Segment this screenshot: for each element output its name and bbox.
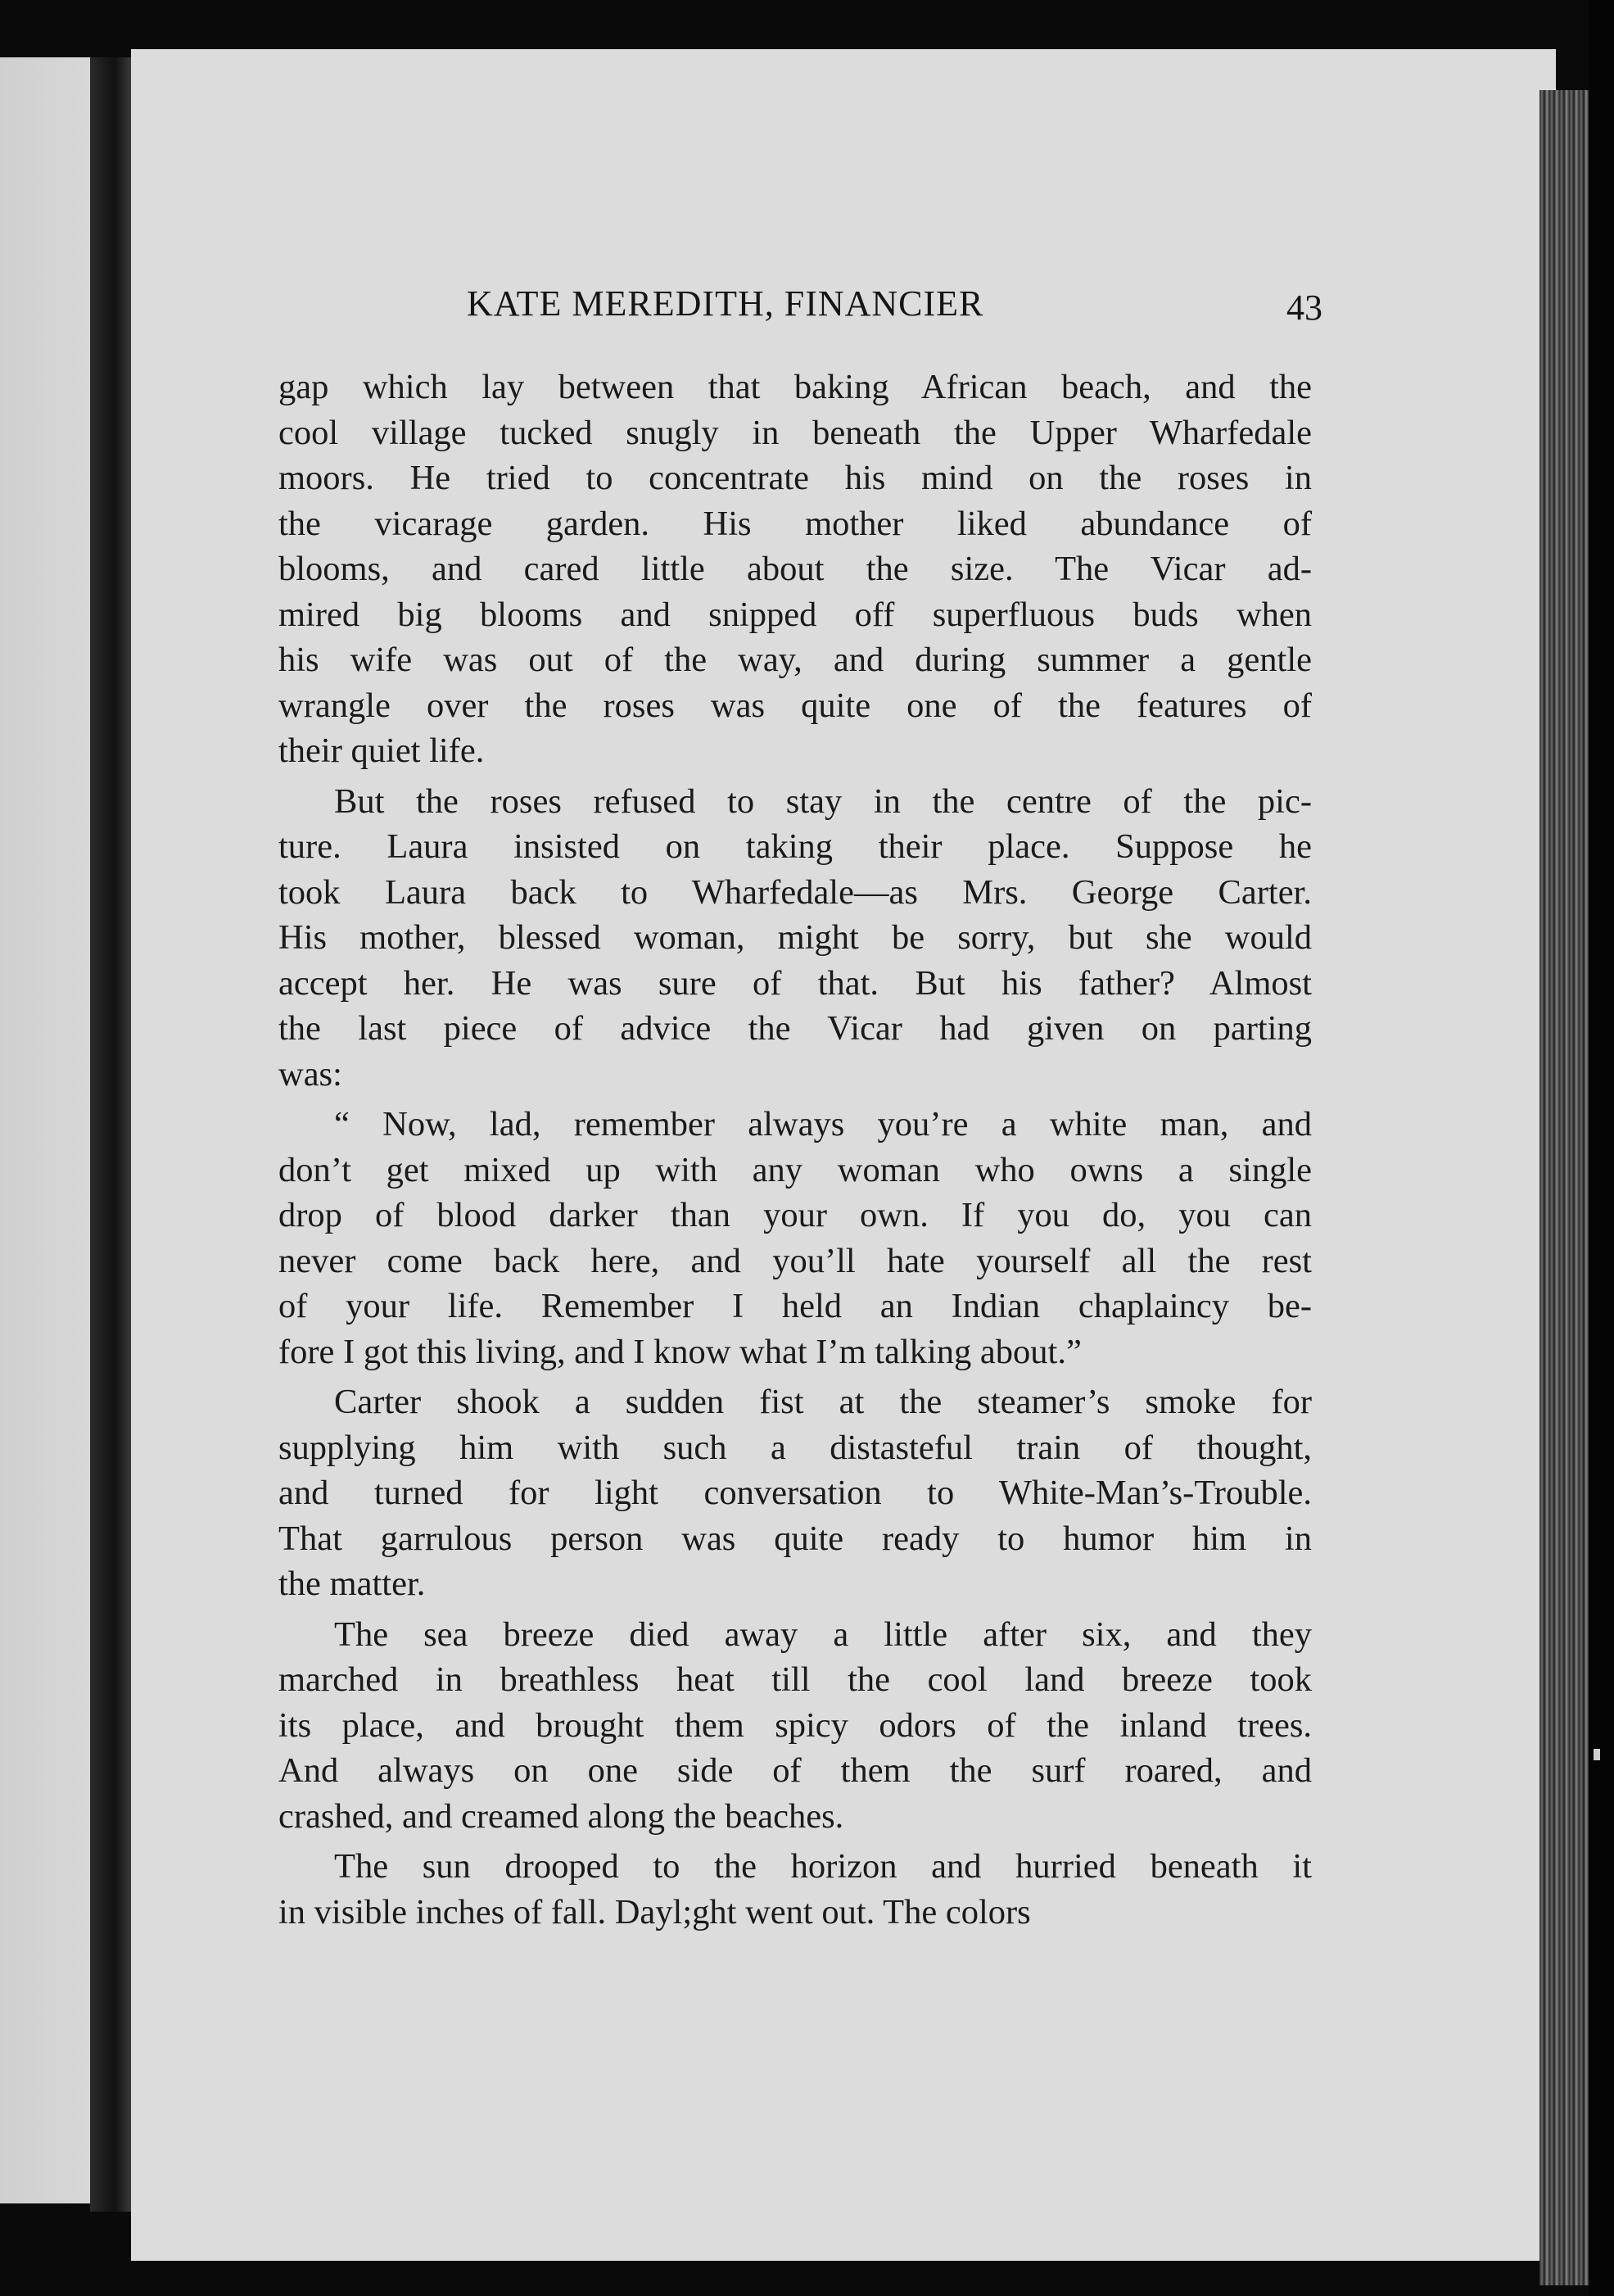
page-stack-edge xyxy=(1539,90,1589,2285)
text-line: marched in breathless heat till the cool land breeze took xyxy=(278,1660,1312,1699)
scan-border xyxy=(1589,0,1614,2296)
paragraph xyxy=(278,779,1312,1098)
text-line: wrangle over the roses was quite one of the features of xyxy=(278,686,1312,725)
text-line: Carter shook a sudden fist at the steamer’s smoke for xyxy=(334,1383,1312,1421)
text-line: ture. Laura insisted on taking their place. Suppose he xyxy=(278,827,1312,866)
text-line: of your life. Remember I held an Indian chaplaincy be- xyxy=(278,1287,1312,1325)
text-line: accept her. He was sure of that. But his father? Almost xyxy=(278,963,1312,1003)
text-line: don’t get mixed up with any woman who owns a single xyxy=(278,1150,1312,1189)
text-line: crashed, and creamed along the beaches. xyxy=(278,1796,844,1836)
text-line: cool village tucked snugly in beneath the Upper Wharfedale xyxy=(278,413,1312,452)
text-line: and turned for light conversation to White-Man’s-Trouble. xyxy=(278,1474,1312,1512)
text-line: the last piece of advice the Vicar had given on parting xyxy=(278,1009,1312,1048)
text-line: drop of blood darker than your own. If you do, you can xyxy=(278,1196,1312,1234)
text-line: gap which lay between that baking African beach, and the xyxy=(278,368,1312,406)
text-line: the matter. xyxy=(278,1565,426,1603)
text-line: blooms, and cared little about the size. The Vicar ad- xyxy=(278,550,1312,588)
text-line: its place, and brought them spicy odors of the inland trees. xyxy=(278,1705,1312,1745)
text-line: took Laura back to Wharfedale—as Mrs. George Carter. xyxy=(278,872,1312,912)
text-line: moors. He tried to concentrate his mind on the roses in xyxy=(278,459,1312,497)
text-line: fore I got this living, and I know what I’m talking about.” xyxy=(278,1332,1082,1371)
text-line: But the roses refused to stay in the centre of the pic- xyxy=(334,781,1312,821)
paragraph xyxy=(278,1102,1312,1374)
text-line: never come back here, and you’ll hate yourself all the rest xyxy=(278,1241,1312,1280)
text-line: “ Now, lad, remember always you’re a white man, and xyxy=(334,1105,1312,1143)
running-head: KATE MEREDITH, FINANCIER xyxy=(467,283,984,324)
paragraph xyxy=(278,365,1312,774)
text-line: their quiet life. xyxy=(278,731,485,770)
text-line: in visible inches of fall. Dayl;ght went out. The colors xyxy=(278,1892,1031,1931)
text-line: The sea breeze died away a little after six, and they xyxy=(334,1614,1312,1654)
text-line: his wife was out of the way, and during summer a gentle xyxy=(278,641,1312,679)
text-line: mired big blooms and snipped off superfluous buds when xyxy=(278,595,1312,634)
body-text xyxy=(278,365,1312,1935)
text-line: supplying him with such a distasteful train of thought, xyxy=(278,1428,1312,1467)
text-line: That garrulous person was quite ready to humor him in xyxy=(278,1519,1312,1558)
text-line: the vicarage garden. His mother liked abundance of xyxy=(278,504,1312,543)
page-number: 43 xyxy=(1286,288,1322,328)
scan-artifact xyxy=(1594,1749,1600,1760)
paragraph xyxy=(278,1379,1312,1607)
paragraph xyxy=(278,1844,1312,1935)
text-line: His mother, blessed woman, might be sorry, but she would xyxy=(278,918,1312,957)
text-line: was: xyxy=(278,1054,342,1094)
book-gutter xyxy=(90,57,131,2212)
text-line: And always on one side of them the surf roared, and xyxy=(278,1751,1312,1790)
text-line: The sun drooped to the horizon and hurried beneath it xyxy=(334,1847,1312,1886)
paragraph xyxy=(278,1612,1312,1840)
